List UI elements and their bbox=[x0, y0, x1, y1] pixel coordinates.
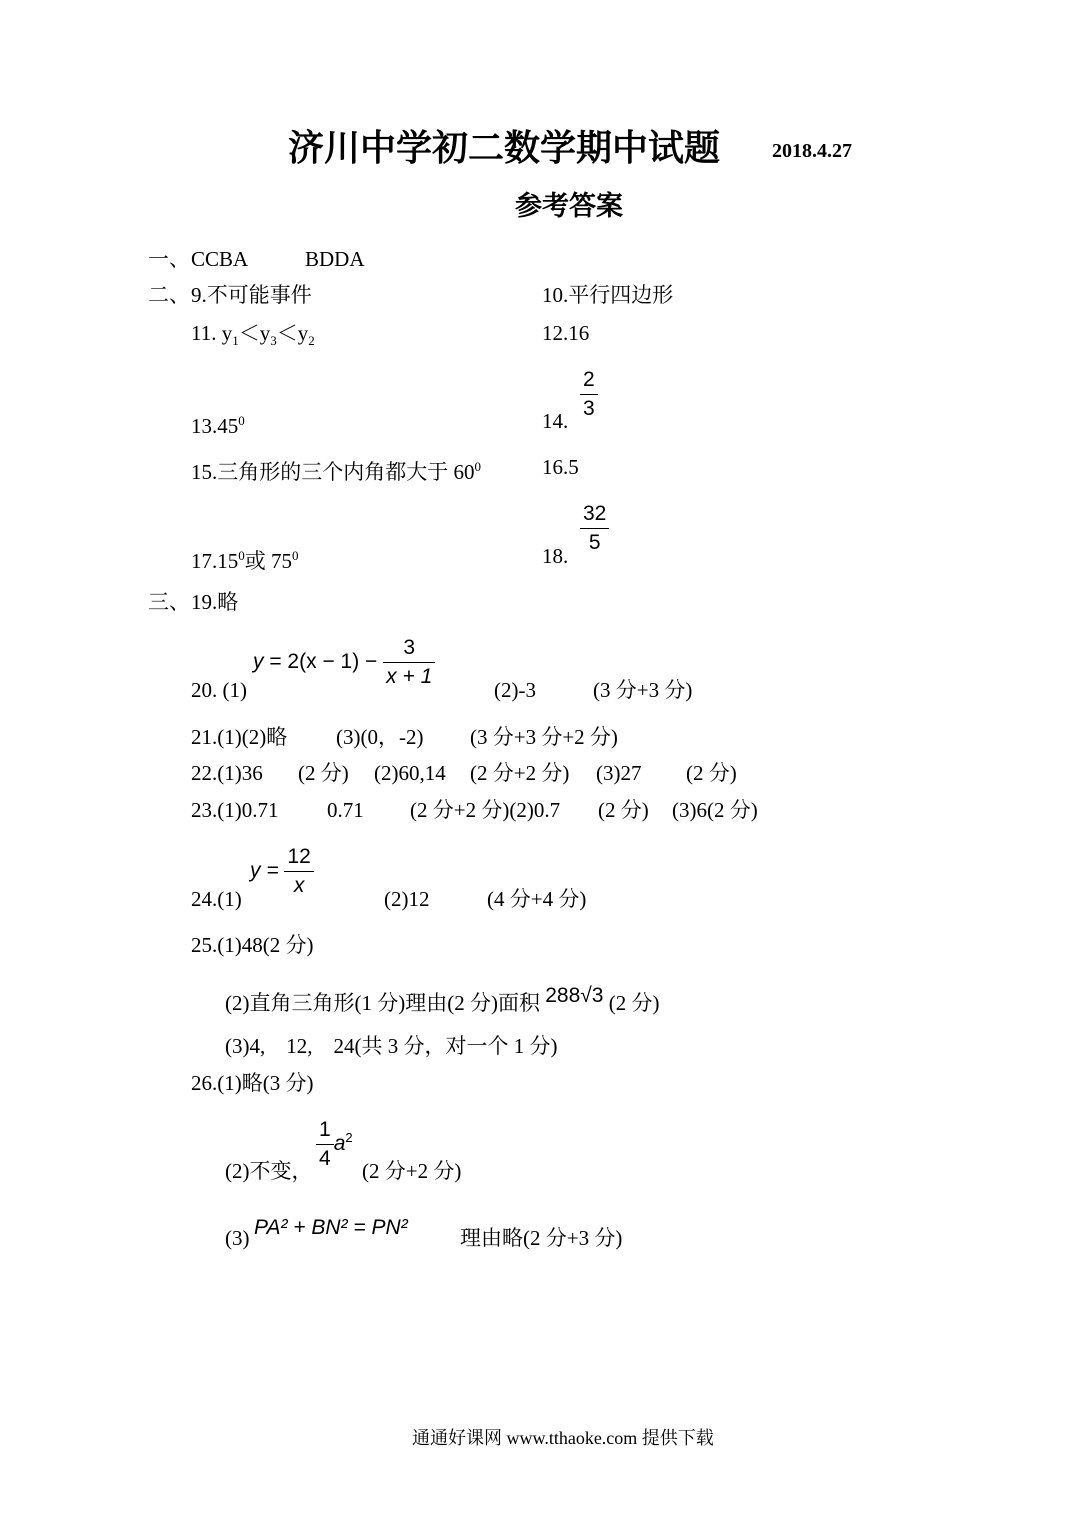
answer-23-d: (2 分) bbox=[598, 798, 649, 822]
answer-5-8: BDDA bbox=[305, 247, 365, 271]
answer-26-b-score: (2 分+2 分) bbox=[362, 1159, 462, 1183]
answer-25-a: 25.(1)48(2 分) bbox=[191, 933, 314, 957]
answer-24-score: (4 分+4 分) bbox=[487, 887, 587, 911]
answer-25-c: (3)4, 12, 24(共 3 分，对一个 1 分) bbox=[225, 1034, 558, 1058]
answer-18-label: 18. bbox=[542, 544, 569, 568]
answer-24-formula: y = $\frac{12}{x}$ bbox=[250, 843, 314, 900]
answer-23-c: (2 分+2 分)(2)0.7 bbox=[410, 798, 561, 822]
answer-16: 16.5 bbox=[542, 455, 579, 479]
answer-13: 13.45$^0$ bbox=[191, 413, 245, 438]
answer-11: 11. $y_1<y_3<y_2$ bbox=[191, 321, 315, 349]
answer-22-c: (2)60,14 bbox=[374, 761, 446, 785]
answer-22-f: (2 分) bbox=[686, 761, 737, 785]
area-value: 288√3 bbox=[545, 984, 604, 1007]
answer-23-b: 0.71 bbox=[327, 798, 364, 822]
section2-label: 二、 bbox=[148, 283, 190, 307]
answer-24-label: 24.(1) bbox=[191, 887, 242, 911]
page-subtitle: 参考答案 bbox=[515, 191, 623, 222]
answer-21-score: (3 分+3 分+2 分) bbox=[470, 725, 618, 749]
page-title: 济川中学初二数学期中试题 bbox=[288, 127, 721, 169]
answer-20-label: 20. (1) bbox=[191, 678, 247, 702]
answer-23-a: 23.(1)0.71 bbox=[191, 798, 279, 822]
answer-21-b: (3)(0，-2) bbox=[336, 725, 424, 749]
answer-24-b: (2)12 bbox=[384, 887, 430, 911]
answer-22-b: (2 分) bbox=[298, 761, 349, 785]
answer-26-equation: PA² + BN² = PN² bbox=[254, 1216, 408, 1239]
answer-9: 9.不可能事件 bbox=[191, 283, 312, 307]
section1-label: 一、 bbox=[148, 247, 190, 271]
answer-26-b-label: (2)不变， bbox=[225, 1159, 313, 1183]
answer-20-score: (3 分+3 分) bbox=[593, 678, 693, 702]
answer-20-part2: (2)-3 bbox=[494, 678, 536, 702]
answer-22-e: (3)27 bbox=[596, 761, 642, 785]
answer-14-label: 14. bbox=[542, 409, 569, 433]
answer-19: 19.略 bbox=[191, 590, 239, 614]
section3-label: 三、 bbox=[148, 590, 190, 614]
answer-12: 12.16 bbox=[542, 321, 590, 345]
answer-15: 15.三角形的三个内角都大于 $60^0$ bbox=[191, 459, 481, 484]
answer-26-a: 26.(1)略(3 分) bbox=[191, 1071, 314, 1095]
answer-17: 17.15$^0$或 $75^0$ bbox=[191, 548, 299, 573]
answer-26-formula: $\frac{1}{4}$ $a^2$ bbox=[316, 1116, 353, 1173]
answer-22-a: 22.(1)36 bbox=[191, 761, 263, 785]
answer-26-c-reason: 理由略(2 分+3 分) bbox=[460, 1226, 623, 1250]
exam-date: 2018.4.27 bbox=[772, 140, 852, 162]
answer-14-fraction: $\frac{2}{3}$ bbox=[580, 366, 598, 423]
answer-10: 10.平行四边形 bbox=[542, 283, 674, 307]
answer-23-e: (3)6(2 分) bbox=[672, 798, 758, 822]
answer-20-formula: y = 2(x − 1) − $\frac{3}{x + 1}$ bbox=[253, 634, 435, 691]
answer-1-4: CCBA bbox=[191, 247, 249, 271]
answer-25-b: (2)直角三角形(1 分)理由(2 分)面积 288√3 (2 分) bbox=[225, 984, 660, 1015]
answer-26-c-label: (3) bbox=[225, 1226, 250, 1250]
answer-18-fraction: $\frac{32}{5}$ bbox=[580, 500, 609, 557]
footer-credit: 通通好课网 www.tthaoke.com 提供下载 bbox=[412, 1428, 714, 1448]
answer-21-a: 21.(1)(2)略 bbox=[191, 725, 288, 749]
answer-22-d: (2 分+2 分) bbox=[470, 761, 570, 785]
